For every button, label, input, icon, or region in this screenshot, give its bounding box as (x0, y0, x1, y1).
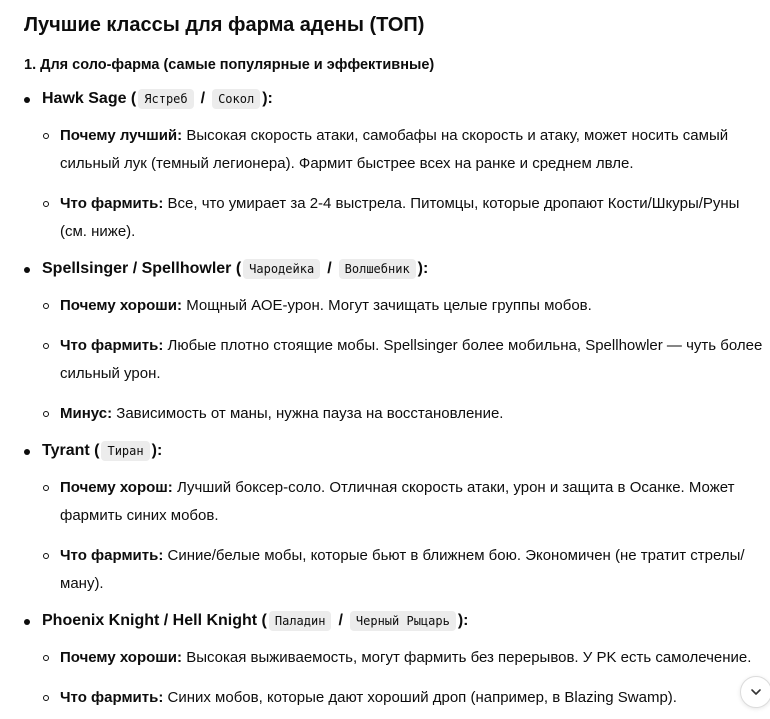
document (24, 10, 764, 712)
list-item (24, 644, 764, 672)
class-name-end: ): (457, 612, 469, 629)
chevron-down-icon (749, 685, 763, 699)
list-item (24, 684, 764, 712)
class-name: Spellsinger / Spellhowler ( (42, 260, 242, 277)
list-item (24, 190, 764, 246)
class-name: Hawk Sage ( (42, 90, 137, 107)
point-label: Что фармить: (60, 547, 164, 564)
class-name-end: ): (262, 90, 273, 107)
alias-badge: Тиран (101, 441, 149, 461)
point-text: Синие/белые мобы, которые бьют в ближнем бою. Экономичен (не тратит стрелы/ману). (60, 547, 745, 592)
list-item (24, 292, 764, 320)
class-name: Tyrant ( (42, 442, 100, 459)
alias-badge: Ястреб (138, 89, 193, 109)
point-label: Что фармить: (60, 689, 164, 706)
list-item (24, 542, 764, 598)
point-text: Синих мобов, которые дают хороший дроп (например, в Blazing Swamp). (167, 689, 677, 706)
page-title: Лучшие классы для фарма адены (ТОП) (24, 14, 425, 36)
point-text: Лучший боксер-соло. Отличная скорость атаки, урон и защита в Осанке. Может фармить синих мобов. (60, 479, 735, 524)
point-text: Мощный АОЕ-урон. Могут зачищать целые группы мобов. (186, 297, 592, 314)
list-item (24, 474, 764, 530)
point-label: Почему лучший: (60, 127, 183, 144)
alias-separator: / (338, 612, 343, 629)
alias-separator: / (327, 260, 332, 277)
list-item (24, 122, 764, 178)
alias-badge: Сокол (212, 89, 260, 109)
list-item (24, 332, 764, 388)
point-text: Зависимость от маны, нужна пауза на восстановление. (116, 405, 504, 422)
class-name-end: ): (417, 260, 429, 277)
point-text: Высокая скорость атаки, самобафы на скорость и атаку, может носить самый сильный лук (темный легионера). Фармит быстрее всех на ранке и среднем лвле. (60, 127, 729, 172)
point-text: Все, что умирает за 2-4 выстрела. Питомцы, которые дропают Кости/Шкуры/Руны (см. ниже). (60, 195, 740, 240)
point-label: Почему хороши: (60, 649, 183, 666)
class-item-hawk-sage (24, 88, 764, 110)
alias-badge: Паладин (269, 611, 332, 631)
point-label: Почему хорош: (60, 479, 173, 496)
alias-badge: Чародейка (243, 259, 320, 279)
alias-separator: / (200, 90, 206, 107)
list-item (24, 400, 764, 428)
point-text: Любые плотно стоящие мобы. Spellsinger более мобильна, Spellhowler — чуть более сильный урон. (60, 337, 763, 382)
alias-badge: Черный Рыцарь (350, 611, 456, 631)
scroll-down-button[interactable] (740, 676, 770, 708)
point-label: Почему хороши: (60, 297, 183, 314)
class-item-phoenix-knight (24, 610, 764, 632)
point-text: Высокая выживаемость, могут фармить без перерывов. У PK есть самолечение. (186, 649, 752, 666)
point-label: Минус: (60, 405, 113, 422)
class-name-end: ): (151, 442, 163, 459)
point-label: Что фармить: (60, 195, 164, 212)
class-item-tyrant (24, 440, 764, 462)
section-heading: 1. Для соло-фарма (самые популярные и эффективные) (24, 57, 435, 73)
class-item-spellsinger (24, 258, 764, 280)
alias-badge: Волшебник (339, 259, 416, 279)
point-label: Что фармить: (60, 337, 164, 354)
class-name: Phoenix Knight / Hell Knight ( (42, 612, 267, 629)
